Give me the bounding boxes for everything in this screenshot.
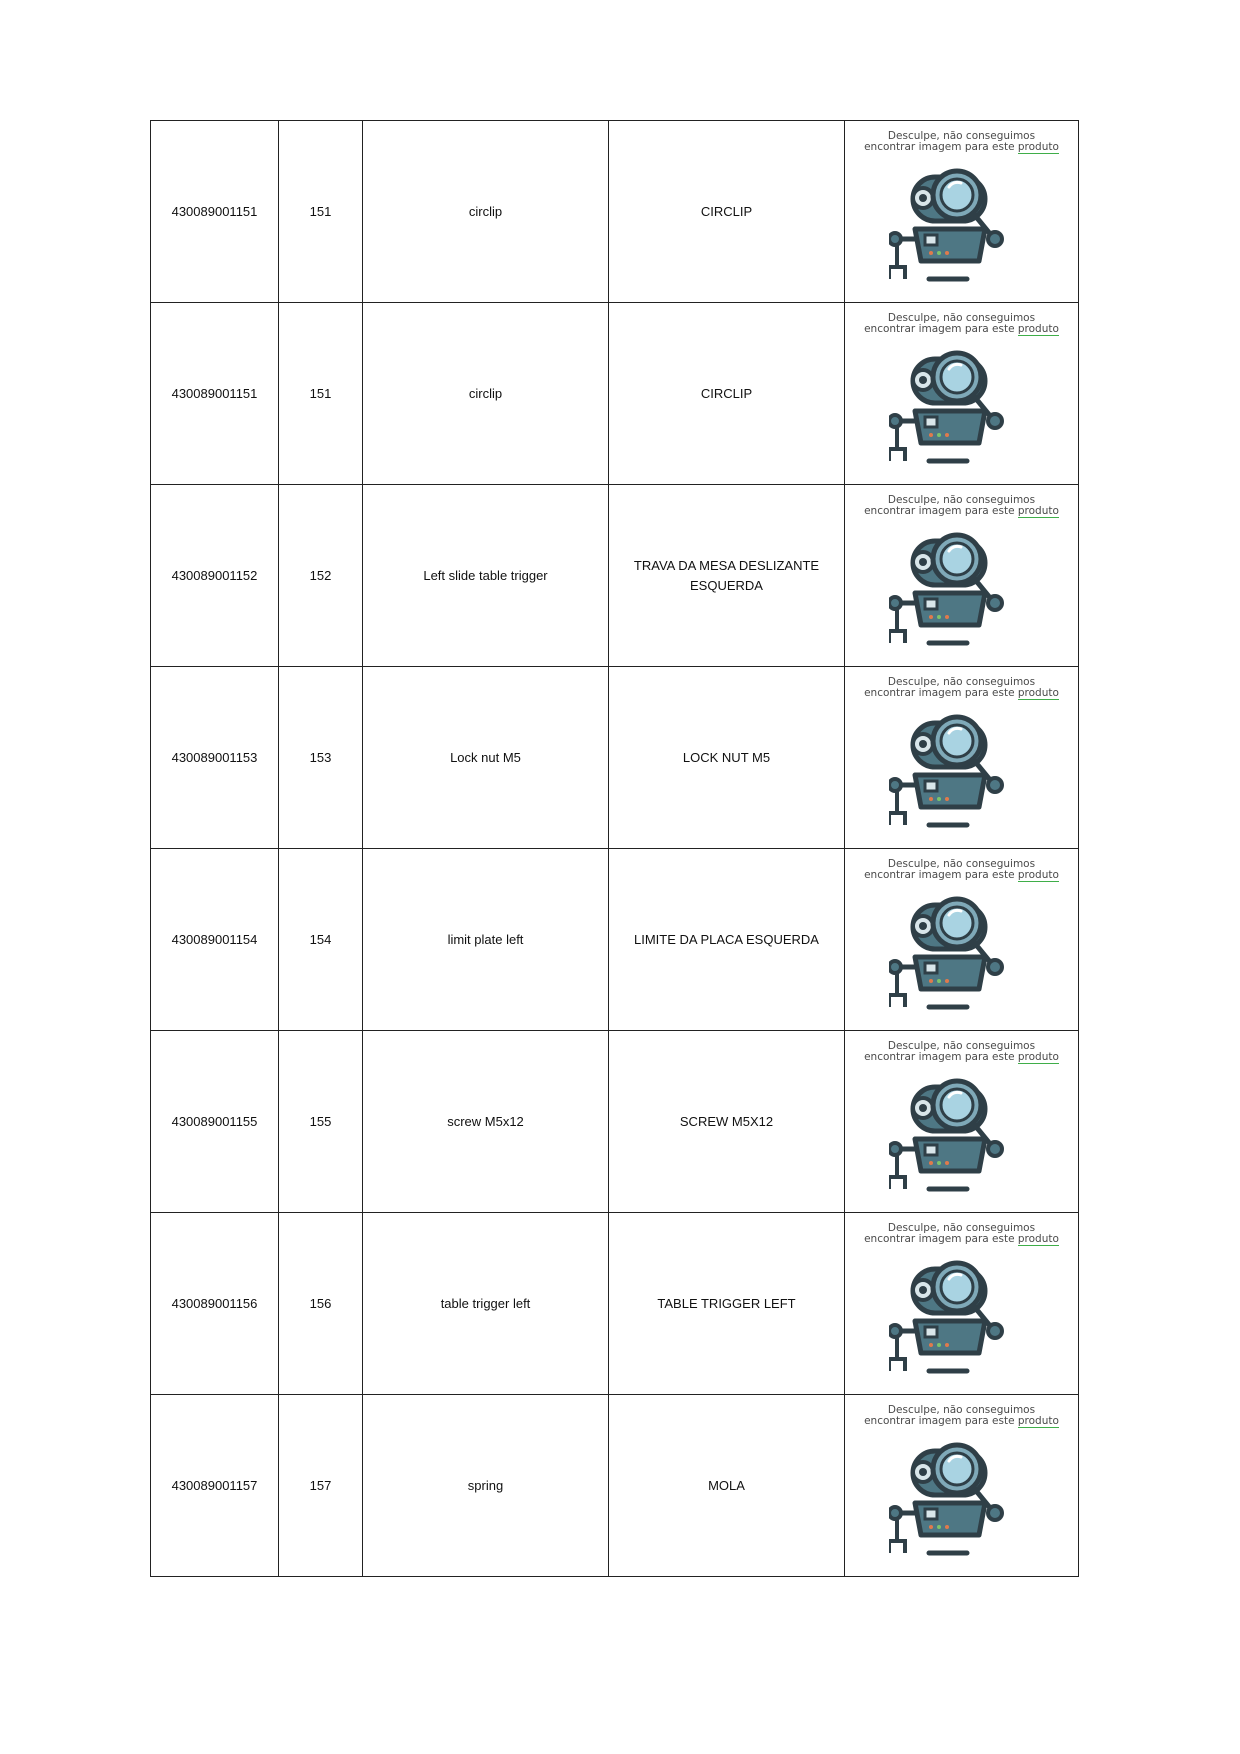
placeholder-product-link: produto (1017, 505, 1059, 517)
part-code: 430089001157 (171, 1477, 258, 1493)
item-number: 154 (309, 931, 332, 947)
placeholder-line-2-text: encontrar imagem para este (864, 323, 1018, 335)
part-code: 430089001156 (171, 1295, 258, 1311)
image-not-found-placeholder (845, 485, 1078, 666)
item-number-cell (279, 303, 363, 485)
placeholder-line-1: Desculpe, não conseguimos (887, 676, 1036, 688)
item-number: 153 (309, 749, 332, 765)
part-name-en: spring (467, 1477, 504, 1493)
robot-magnifier-icon (889, 167, 1023, 297)
placeholder-line-1: Desculpe, não conseguimos (887, 858, 1036, 870)
placeholder-line-2 (845, 688, 1078, 699)
placeholder-product-link: produto (1017, 687, 1059, 699)
item-number: 151 (309, 203, 332, 219)
item-number-cell (279, 1213, 363, 1395)
placeholder-message (845, 1041, 1078, 1063)
part-name-pt: SCREW M5X12 (679, 1113, 774, 1129)
placeholder-product-link: produto (1017, 1233, 1059, 1245)
product-image-cell (845, 667, 1079, 849)
part-code-cell (151, 1031, 279, 1213)
part-name-pt: LOCK NUT M5 (682, 749, 771, 765)
table-row (151, 121, 1079, 303)
placeholder-line-1: Desculpe, não conseguimos (887, 130, 1036, 142)
part-code-cell (151, 667, 279, 849)
placeholder-line-2-text: encontrar imagem para este (864, 1051, 1018, 1063)
part-name-pt: CIRCLIP (700, 385, 753, 401)
placeholder-message (845, 131, 1078, 153)
name-en-cell (363, 849, 609, 1031)
name-en-cell (363, 667, 609, 849)
placeholder-line-2 (845, 506, 1078, 517)
part-name-pt: TABLE TRIGGER LEFT (657, 1295, 796, 1311)
name-pt-cell (609, 303, 845, 485)
table-row (151, 1031, 1079, 1213)
placeholder-line-2-text: encontrar imagem para este (864, 869, 1018, 881)
image-not-found-placeholder (845, 121, 1078, 302)
part-code-cell (151, 485, 279, 667)
robot-magnifier-icon (889, 531, 1023, 661)
table-row (151, 1213, 1079, 1395)
part-name-en: Lock nut M5 (450, 749, 521, 765)
placeholder-line-2-text: encontrar imagem para este (864, 141, 1018, 153)
placeholder-line-1: Desculpe, não conseguimos (887, 1040, 1036, 1052)
name-en-cell (363, 121, 609, 303)
product-image-cell (845, 1213, 1079, 1395)
part-code-cell (151, 1213, 279, 1395)
placeholder-line-1: Desculpe, não conseguimos (887, 1222, 1036, 1234)
part-name-en: circlip (468, 203, 503, 219)
placeholder-line-1: Desculpe, não conseguimos (887, 312, 1036, 324)
name-pt-cell (609, 667, 845, 849)
placeholder-line-2 (845, 1234, 1078, 1245)
robot-magnifier-icon (889, 1077, 1023, 1207)
part-name-pt: CIRCLIP (700, 203, 753, 219)
placeholder-line-2-text: encontrar imagem para este (864, 687, 1018, 699)
part-name-en: limit plate left (447, 931, 524, 947)
placeholder-line-2 (845, 1416, 1078, 1427)
part-code: 430089001151 (171, 385, 258, 401)
product-image-cell (845, 1395, 1079, 1577)
item-number-cell (279, 121, 363, 303)
placeholder-message (845, 1405, 1078, 1427)
placeholder-line-2-text: encontrar imagem para este (864, 1233, 1018, 1245)
part-code: 430089001155 (171, 1113, 258, 1129)
part-code-cell (151, 849, 279, 1031)
image-not-found-placeholder (845, 667, 1078, 848)
placeholder-line-2 (845, 870, 1078, 881)
placeholder-line-2-text: encontrar imagem para este (864, 1415, 1018, 1427)
table-row (151, 667, 1079, 849)
product-image-cell (845, 303, 1079, 485)
item-number-cell (279, 485, 363, 667)
product-image-cell (845, 121, 1079, 303)
item-number-cell (279, 1395, 363, 1577)
name-pt-cell (609, 1031, 845, 1213)
item-number: 151 (309, 385, 332, 401)
table-row (151, 485, 1079, 667)
image-not-found-placeholder (845, 1213, 1078, 1394)
name-pt-cell (609, 485, 845, 667)
placeholder-product-link: produto (1017, 869, 1059, 881)
placeholder-message (845, 677, 1078, 699)
part-name-en: screw M5x12 (447, 1113, 524, 1129)
robot-magnifier-icon (889, 895, 1023, 1025)
item-number-cell (279, 1031, 363, 1213)
placeholder-product-link: produto (1017, 323, 1059, 335)
part-name-pt: TRAVA DA MESA DESLIZANTE ESQUERDA (633, 557, 820, 593)
parts-table-body (151, 121, 1079, 1577)
name-en-cell (363, 303, 609, 485)
item-number-cell (279, 849, 363, 1031)
part-code: 430089001154 (171, 931, 258, 947)
product-image-cell (845, 485, 1079, 667)
placeholder-product-link: produto (1017, 1415, 1059, 1427)
placeholder-message (845, 1223, 1078, 1245)
name-en-cell (363, 1213, 609, 1395)
item-number: 157 (309, 1477, 332, 1493)
part-code: 430089001153 (171, 749, 258, 765)
placeholder-line-2 (845, 142, 1078, 153)
name-pt-cell (609, 121, 845, 303)
part-code: 430089001152 (171, 567, 258, 583)
item-number-cell (279, 667, 363, 849)
table-row (151, 1395, 1079, 1577)
part-name-pt: MOLA (708, 1477, 745, 1493)
name-pt-cell (609, 1213, 845, 1395)
part-name-en: table trigger left (440, 1295, 531, 1311)
table-row (151, 303, 1079, 485)
image-not-found-placeholder (845, 1031, 1078, 1212)
name-pt-cell (609, 849, 845, 1031)
robot-magnifier-icon (889, 713, 1023, 843)
placeholder-product-link: produto (1017, 1051, 1059, 1063)
parts-table (150, 120, 1079, 1577)
part-code: 430089001151 (171, 203, 258, 219)
placeholder-message (845, 859, 1078, 881)
robot-magnifier-icon (889, 1441, 1023, 1571)
item-number: 152 (309, 567, 332, 583)
image-not-found-placeholder (845, 1395, 1078, 1576)
name-en-cell (363, 485, 609, 667)
placeholder-line-2 (845, 1052, 1078, 1063)
name-en-cell (363, 1395, 609, 1577)
robot-magnifier-icon (889, 349, 1023, 479)
placeholder-message (845, 313, 1078, 335)
part-name-en: circlip (468, 385, 503, 401)
product-image-cell (845, 849, 1079, 1031)
part-code-cell (151, 303, 279, 485)
placeholder-line-2-text: encontrar imagem para este (864, 505, 1018, 517)
part-name-en: Left slide table trigger (423, 567, 548, 583)
item-number: 155 (309, 1113, 332, 1129)
placeholder-line-2 (845, 324, 1078, 335)
item-number: 156 (309, 1295, 332, 1311)
name-pt-cell (609, 1395, 845, 1577)
placeholder-message (845, 495, 1078, 517)
part-name-pt: LIMITE DA PLACA ESQUERDA (634, 931, 819, 947)
table-row (151, 849, 1079, 1031)
part-code-cell (151, 1395, 279, 1577)
part-code-cell (151, 121, 279, 303)
image-not-found-placeholder (845, 849, 1078, 1030)
name-en-cell (363, 1031, 609, 1213)
product-image-cell (845, 1031, 1079, 1213)
image-not-found-placeholder (845, 303, 1078, 484)
placeholder-product-link: produto (1017, 141, 1059, 153)
placeholder-line-1: Desculpe, não conseguimos (887, 494, 1036, 506)
placeholder-line-1: Desculpe, não conseguimos (887, 1404, 1036, 1416)
robot-magnifier-icon (889, 1259, 1023, 1389)
